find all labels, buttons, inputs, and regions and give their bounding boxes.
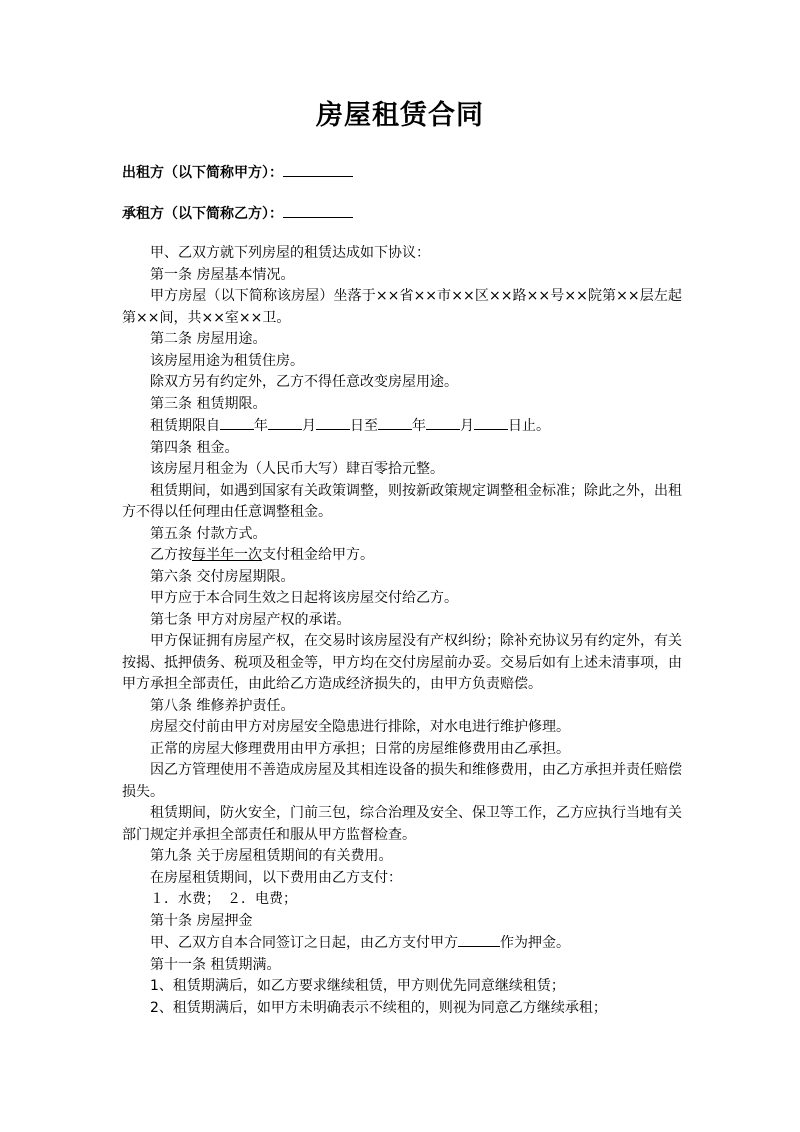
article-9-heading: 第九条 关于房屋租赁期间的有关费用。 xyxy=(150,848,393,864)
lessor-blank[interactable] xyxy=(283,161,353,177)
end-year-blank[interactable] xyxy=(378,415,412,430)
start-day-blank[interactable] xyxy=(316,415,350,430)
article-3-term-line xyxy=(122,415,682,438)
contract-body xyxy=(122,243,682,1019)
end-day-blank[interactable] xyxy=(474,415,508,430)
article-8-text-2: 正常的房屋大修理费用由甲方承担；日常的房屋维修费用由乙承担。 xyxy=(150,740,570,757)
lessee-label: 承租方（以下简称乙方）： xyxy=(122,206,283,222)
article-8-text-3: 因乙方管理使用不善造成房屋及其相连设备的损失和维修费用，由乙方承担并责任赔偿损失。 xyxy=(122,762,682,800)
article-1-heading: 第一条 房屋基本情况。 xyxy=(150,266,295,283)
term-prefix: 租赁期限自 xyxy=(150,418,220,434)
article-5-text xyxy=(122,545,682,567)
payment-suffix: 支付租金给甲方。 xyxy=(262,547,374,563)
term-year-2: 年 xyxy=(412,418,426,434)
start-year-blank[interactable] xyxy=(220,415,254,430)
article-11-item-2: 2、租赁期满后，如甲方未明确表示不续租的，则视为同意乙方继续承租； xyxy=(150,999,607,1016)
article-9-items: １．水费； ２．电费； xyxy=(150,891,297,907)
term-month-2: 月 xyxy=(460,418,474,434)
document-title: 房屋租赁合同 xyxy=(316,100,484,131)
deposit-prefix: 甲、乙双方自本合同签订之日起，由乙方支付甲方 xyxy=(150,935,458,951)
article-6-heading: 第六条 交付房屋期限。 xyxy=(150,568,295,585)
term-year-1: 年 xyxy=(254,418,268,434)
term-day-to: 日至 xyxy=(350,418,378,434)
end-month-blank[interactable] xyxy=(426,415,460,430)
article-5-heading: 第五条 付款方式。 xyxy=(150,525,267,542)
article-4-text-1: 该房屋月租金为（人民币大写）肆百零拾元整。 xyxy=(150,461,444,477)
lessor-label: 出租方（以下简称甲方）： xyxy=(122,165,283,181)
article-8-text-1: 房屋交付前由甲方对房屋安全隐患进行排除，对水电进行维护修理。 xyxy=(150,719,570,735)
article-4-text-2: 租赁期间，如遇到国家有关政策调整，则按新政策规定调整租金标准；除此之外，出租方不得以任何理由任意调整租金。 xyxy=(122,482,682,520)
article-10-heading: 第十条 房屋押金 xyxy=(150,912,253,929)
article-2-text-2: 除双方另有约定外，乙方不得任意改变房屋用途。 xyxy=(150,374,458,390)
article-8-text-4: 租赁期间，防火安全，门前三包，综合治理及安全、保卫等工作，乙方应执行当地有关部门规定并承担全部责任和服从甲方监督检查。 xyxy=(122,805,682,843)
article-8-heading: 第八条 维修养护责任。 xyxy=(150,697,295,714)
start-month-blank[interactable] xyxy=(268,415,302,430)
payment-frequency: 每半年一次 xyxy=(192,547,262,563)
article-11-heading: 第十一条 租赁期满。 xyxy=(150,956,281,973)
deposit-blank[interactable] xyxy=(458,932,500,947)
term-day-end: 日止。 xyxy=(508,418,550,434)
article-7-heading: 第七条 甲方对房屋产权的承诺。 xyxy=(150,611,351,628)
article-2-text-1: 该房屋用途为租赁住房。 xyxy=(150,352,304,369)
article-1-text: 甲方房屋（以下简称该房屋）坐落于××省××市××区××路××号××院第××层左起第××间，共××室××卫。 xyxy=(122,288,682,326)
payment-prefix: 乙方按 xyxy=(150,547,192,563)
lessee-line xyxy=(122,202,353,225)
article-2-heading: 第二条 房屋用途。 xyxy=(150,331,267,347)
article-3-heading: 第三条 租赁期限。 xyxy=(150,395,267,412)
article-9-text: 在房屋租赁期间，以下费用由乙方支付： xyxy=(150,869,402,886)
lessee-blank[interactable] xyxy=(283,202,353,218)
lessor-line xyxy=(122,161,353,184)
term-month-1: 月 xyxy=(302,418,316,434)
article-11-item-1: 1、租赁期满后，如乙方要求继续租赁，甲方则优先同意继续租赁； xyxy=(150,978,565,994)
article-6-text: 甲方应于本合同生效之日起将该房屋交付给乙方。 xyxy=(150,590,458,606)
article-7-text: 甲方保证拥有房屋产权，在交易时该房屋没有产权纠纷；除补充协议另有约定外，有关按揭、抵押债务、税项及租金等，甲方均在交付房屋前办妥。交易后如有上述未清事项，由甲方承担全部责任，由此给乙方造成经济损失的，由甲方负责赔偿。 xyxy=(122,633,682,692)
intro-paragraph: 甲、乙双方就下列房屋的租赁达成如下协议： xyxy=(150,245,430,261)
article-10-text xyxy=(122,932,682,955)
deposit-suffix: 作为押金。 xyxy=(500,935,570,951)
article-4-heading: 第四条 租金。 xyxy=(150,439,239,456)
